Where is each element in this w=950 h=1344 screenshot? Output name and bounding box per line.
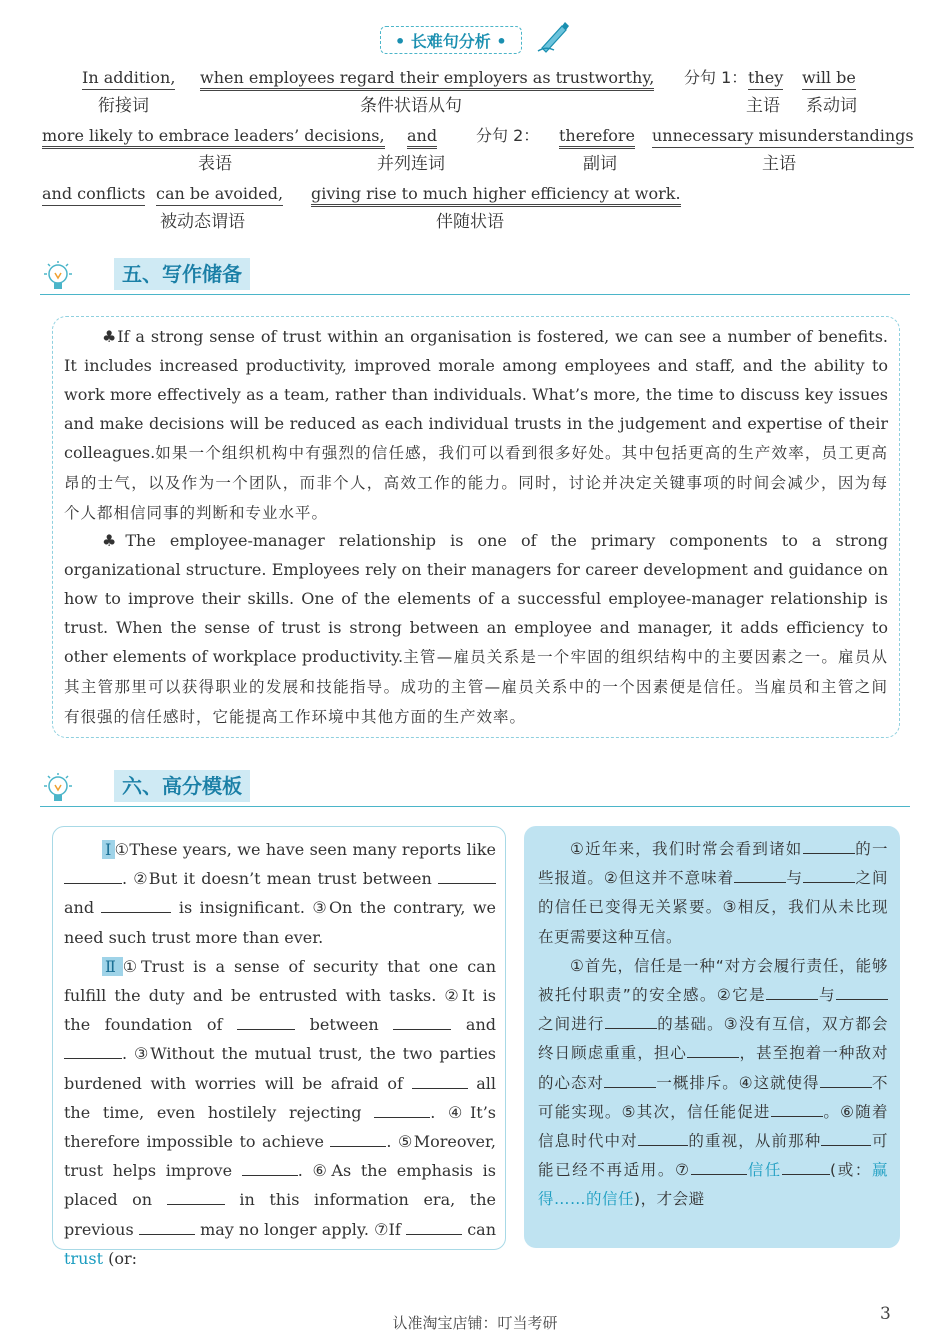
text: 之间进行 (538, 1015, 605, 1034)
text: 信任 (746, 1161, 783, 1180)
paragraph-english: The employee-manager relationship is one of the primary components to a strong organizational structure. Employees rely on their managers for career development and guidance on how to improve their skills. One of the elements of a successful employee-manager relationship is trust. When the sense of trust is strong between an employee and manager, it adds efficiency to other elements of workplace productivity. (64, 531, 889, 666)
lightbulb-icon (42, 260, 72, 294)
text: and (64, 898, 95, 918)
text: . ⑥As the emphasis is placed on (64, 1161, 497, 1210)
text: 的重视，从前那种 (687, 1132, 822, 1151)
template-paragraph-2 (64, 952, 496, 1273)
blank (167, 1188, 225, 1205)
blank (821, 1129, 871, 1146)
blank (766, 983, 818, 1000)
blank (64, 867, 122, 884)
segment: more likely to embrace leaders’ decisions, (42, 126, 385, 149)
blank (139, 1218, 195, 1235)
text: ①首先，信任是一种“对方会履行责任，能够被托付职责”的安全感。②它是 (538, 956, 888, 1005)
blank (820, 1071, 872, 1088)
paragraph-chinese: 如果一个组织机构中有强烈的信任感，我们可以看到很多好处。其中包括更高的生产效率，员工更高昂的士气，以及作为一个团队，而非个人，高效工作的能力。同时，讨论并决定关键事项的时间会减少，因为每个人都相信同事的判断和专业水平。 (64, 444, 888, 522)
text: 的基础。③没有互信，双方都会终日顾虑重重，担心 (538, 1015, 888, 1063)
blank (691, 1158, 747, 1175)
blank (242, 1159, 298, 1176)
label: 条件状语从句 (360, 96, 462, 116)
segment: 分句 2： (476, 126, 540, 145)
blank (638, 1129, 688, 1146)
label: 伴随状语 (436, 212, 504, 232)
text: (或： (830, 1161, 872, 1180)
label: 系动词 (806, 96, 857, 116)
text: in this information era, the previous (64, 1190, 497, 1239)
roman-numeral: Ⅱ (102, 957, 123, 976)
template-zh-paragraph-1 (538, 835, 888, 952)
roman-numeral: Ⅰ (102, 840, 115, 859)
text: may no longer apply. ⑦If (200, 1219, 401, 1239)
lightbulb-icon (42, 772, 72, 806)
reserve-paragraph-2 (64, 526, 888, 732)
text: 不可能实现。⑤其次，信任能促进 (538, 1073, 888, 1121)
paragraph-chinese: 主管—雇员关系是一个牢固的组织结构中的主要因素之一。雇员从其主管那里可以获得职业的发展和技能指导。成功的主管—雇员关系中的一个因素便是信任。当雇员和主管之间有很强的信任感时，它能提高工作环境中其他方面的生产效率。 (64, 648, 888, 726)
text: 与 (786, 869, 804, 888)
blank (803, 866, 855, 883)
segment: when employees regard their employers as trustworthy, (200, 68, 654, 91)
reserve-paragraph-1 (64, 322, 888, 528)
footer-text: 认准淘宝店铺：叮当考研 (392, 1314, 558, 1332)
blank (438, 867, 496, 884)
analysis-badge: • 长难句分析 • (380, 26, 522, 54)
section-title: 五、写作储备 (114, 258, 250, 290)
text: 与 (818, 986, 836, 1005)
club-icon: ♣ (102, 327, 118, 346)
blank (374, 1101, 430, 1118)
segment: 分句 1： (684, 68, 748, 87)
text: )，才会避 (634, 1190, 705, 1209)
blank (237, 1013, 295, 1030)
blank (734, 866, 786, 883)
segment: will be (802, 68, 856, 90)
text: 赢得……的信任 (538, 1161, 888, 1209)
blank (412, 1072, 468, 1089)
blank (330, 1130, 386, 1147)
blank (836, 983, 888, 1000)
text: 之间的信任已变得无关紧要。③相反，我们从未比现在更需要这种互信。 (538, 869, 888, 946)
text: 的一些报道。②但这并不意味着 (538, 840, 888, 888)
blank (393, 1013, 451, 1030)
blank (803, 837, 855, 854)
blank (604, 1071, 656, 1088)
label: 副词 (583, 154, 617, 174)
template-chinese (538, 835, 888, 1215)
blank (771, 1100, 823, 1117)
text: ，甚至抱着一种敌对的心态对 (538, 1044, 888, 1092)
page-number: 3 (880, 1304, 891, 1324)
template-english (64, 835, 496, 1273)
section-header-template (40, 768, 910, 807)
label: 主语 (762, 154, 796, 174)
segment: unnecessary misunderstandings (652, 126, 914, 148)
text: . ②But it doesn’t mean trust between (122, 869, 432, 889)
text: 一概排斥。④这就使得 (655, 1073, 820, 1092)
text: between (309, 1015, 379, 1035)
text: ①近年来，我们时常会看到诸如 (570, 840, 803, 858)
blank (605, 1012, 657, 1029)
text: is insignificant. ③On the contrary, we need such trust more than ever. (64, 898, 496, 947)
segment: In addition, (82, 68, 175, 90)
blank (101, 896, 171, 913)
text: can (467, 1219, 497, 1239)
blank (64, 1042, 122, 1059)
paragraph-english: If a strong sense of trust within an organisation is fostered, we can see a number of benefits. It includes increased productivity, improved morale among employees and staff, and the ability to work more effectively as a team, rather than individuals. What’s more, the time to discuss key issues and make decisions will be reduced as each individual trusts in the judgement and expertise of their colleagues. (64, 327, 889, 462)
segment: therefore (559, 126, 635, 149)
label: 衔接词 (98, 96, 149, 116)
text: ①These years, we have seen many reports like (114, 840, 497, 859)
label: 并列连词 (377, 154, 445, 174)
segment: and conflicts (42, 184, 145, 206)
segment: they (748, 68, 783, 90)
text: 。⑥随着信息时代中对 (538, 1102, 888, 1151)
label: 表语 (198, 154, 232, 174)
text: (or: (108, 1248, 138, 1268)
text: . ③Without the mutual trust, the two parties burdened with worries will be afraid of (64, 1044, 496, 1093)
template-zh-paragraph-2 (538, 952, 888, 1215)
pen-icon (536, 18, 572, 54)
section-title: 六、高分模板 (114, 770, 250, 802)
text: . ⑤Moreover, trust helps improve (64, 1132, 496, 1181)
label: 被动态谓语 (160, 212, 245, 232)
section-header-writing-reserve (40, 256, 910, 295)
blank (687, 1041, 739, 1058)
segment: and (407, 126, 437, 149)
text: all the time, even hostilely rejecting (64, 1073, 496, 1122)
text: 可能已经不再适用。⑦ (538, 1132, 888, 1180)
template-paragraph-1 (64, 835, 496, 952)
blank (406, 1218, 462, 1235)
label: 主语 (746, 96, 780, 116)
blank (782, 1158, 830, 1175)
segment: giving rise to much higher efficiency at work. (311, 184, 681, 207)
text: trust (64, 1248, 104, 1268)
text: . ④It’s therefore impossible to achieve (64, 1102, 496, 1152)
segment: can be avoided, (156, 184, 283, 206)
text: and (465, 1015, 496, 1035)
club-icon: ♣ (102, 531, 126, 550)
text: ①Trust is a sense of security that one can fulfill the duty and be entrusted with tasks. ②It is the foundation of (64, 956, 497, 1035)
